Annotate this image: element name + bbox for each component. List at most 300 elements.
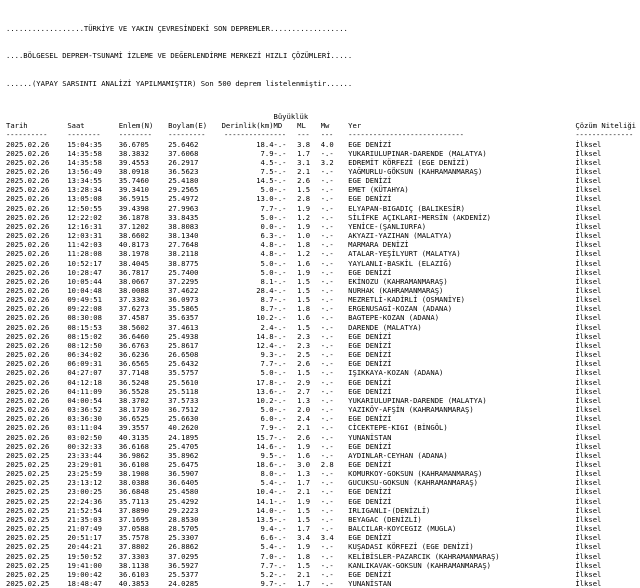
cell-latitude: 36.5248 (118, 377, 149, 387)
cell-location: EGE DENİZİ (348, 386, 392, 396)
cell-mw: -.- (320, 295, 334, 305)
table-header-row (6, 121, 636, 130)
cell-quality: İlksel (575, 459, 602, 469)
cell-md: -.- (273, 249, 287, 259)
cell-mw: -.- (320, 478, 334, 488)
cell-mw: -.- (320, 423, 334, 433)
cell-depth: 14.1 (256, 496, 274, 506)
cell-longitude: 36.0973 (168, 295, 199, 305)
cell-longitude: 25.5118 (168, 386, 199, 396)
cell-latitude: 38.0918 (118, 166, 149, 176)
cell-latitude: 36.1878 (118, 212, 149, 222)
cell-ml: 1.5 (297, 368, 311, 378)
cell-depth: 7.5 (260, 166, 274, 176)
cell-md: -.- (273, 395, 287, 405)
divider-ml: --- (297, 130, 310, 140)
table-row (6, 222, 636, 231)
cell-date: 2025.02.26 (6, 331, 50, 341)
cell-longitude: 28.8530 (168, 514, 199, 524)
cell-mw: -.- (320, 258, 334, 268)
cell-location: EGE DENİZİ (348, 414, 392, 424)
cell-depth: 8.1 (260, 276, 274, 286)
cell-ml: 1.8 (297, 304, 311, 314)
cell-md: -.- (273, 551, 287, 561)
cell-latitude: 35.7460 (118, 176, 149, 186)
cell-longitude: 38.8083 (168, 221, 199, 231)
cell-date: 2025.02.26 (6, 395, 50, 405)
cell-mw: -.- (320, 185, 334, 195)
cell-quality: İlksel (575, 524, 602, 534)
cell-depth: 9.5 (260, 450, 274, 460)
cell-time: 12:03:31 (67, 231, 102, 241)
cell-mw: -.- (320, 514, 334, 524)
cell-quality: İlksel (575, 203, 602, 213)
cell-time: 10:52:17 (67, 258, 102, 268)
cell-depth: 5.0 (260, 368, 274, 378)
cell-ml: 2.3 (297, 331, 311, 341)
cell-ml: 1.9 (297, 221, 311, 231)
cell-longitude: 36.5623 (168, 166, 199, 176)
cell-latitude: 35.7578 (118, 533, 149, 543)
cell-depth: 8.7 (260, 295, 274, 305)
cell-md: -.- (273, 139, 287, 149)
cell-ml: 1.8 (297, 551, 311, 561)
cell-md: -.- (273, 276, 287, 286)
cell-depth: 0.0 (260, 221, 274, 231)
column-header-depth: Derinlik(km) (221, 121, 274, 131)
cell-time: 23:00:25 (67, 487, 102, 497)
cell-latitude: 36.7817 (118, 267, 149, 277)
cell-mw: -.- (320, 579, 334, 588)
cell-longitude: 33.8435 (168, 212, 199, 222)
cell-latitude: 38.0388 (118, 478, 149, 488)
cell-time: 06:09:31 (67, 359, 102, 369)
column-header-mw: Mw (320, 121, 330, 131)
cell-latitude: 39.3557 (118, 423, 149, 433)
cell-ml: 2.1 (297, 166, 311, 176)
divider-longitude: --------- (168, 130, 206, 140)
cell-longitude: 37.5733 (168, 395, 199, 405)
cell-depth: 18.4 (256, 139, 274, 149)
cell-time: 18:48:47 (67, 579, 102, 588)
cell-quality: İlksel (575, 514, 602, 524)
cell-depth: 5.4 (260, 478, 274, 488)
cell-date: 2025.02.26 (6, 322, 50, 332)
cell-quality: İlksel (575, 194, 602, 204)
cell-ml: 1.5 (297, 322, 311, 332)
cell-longitude: 36.5907 (168, 469, 199, 479)
header-line-2: ....BÖLGESEL DEPREM-TSUNAMİ İZLEME VE DEĞERLENDİRME MERKEZİ HIZLI ÇÖZÜMLERİ..... (6, 51, 353, 61)
cell-date: 2025.02.26 (6, 414, 50, 424)
cell-date: 2025.02.26 (6, 194, 50, 204)
header-line-1: ..................TÜRKİYE VE YAKIN ÇEVRESİNDEKİ SON DEPREMLER.................. (6, 24, 348, 34)
cell-quality: İlksel (575, 377, 602, 387)
cell-time: 12:22:02 (67, 212, 102, 222)
cell-quality: İlksel (575, 295, 602, 305)
cell-longitude: 29.2565 (168, 185, 199, 195)
cell-depth: 8.0 (260, 469, 274, 479)
cell-md: -.- (273, 203, 287, 213)
cell-latitude: 38.1908 (118, 469, 149, 479)
cell-md: -.- (273, 514, 287, 524)
cell-time: 04:12:18 (67, 377, 102, 387)
cell-location: YAYLANLI-BASKİL (ELAZIĞ) (348, 258, 453, 268)
cell-md: -.- (273, 221, 287, 231)
cell-time: 22:24:36 (67, 496, 102, 506)
cell-depth: 15.7 (256, 432, 274, 442)
cell-md: -.- (273, 194, 287, 204)
cell-depth: 7.7 (260, 560, 274, 570)
cell-quality: İlksel (575, 551, 602, 561)
cell-latitude: 39.3410 (118, 185, 149, 195)
cell-date: 2025.02.26 (6, 148, 50, 158)
cell-quality: İlksel (575, 469, 602, 479)
cell-ml: 1.7 (297, 524, 311, 534)
cell-quality: İlksel (575, 496, 602, 506)
column-header-longitude: Boylam(E) (168, 121, 208, 131)
cell-date: 2025.02.26 (6, 139, 50, 149)
cell-md: -.- (273, 487, 287, 497)
cell-latitude: 36.5528 (118, 386, 149, 396)
cell-date: 2025.02.26 (6, 359, 50, 369)
cell-longitude: 24.1895 (168, 432, 199, 442)
cell-latitude: 38.0667 (118, 276, 149, 286)
cell-md: -.- (273, 267, 287, 277)
table-row (6, 350, 636, 359)
cell-mw: -.- (320, 386, 334, 396)
cell-time: 10:28:47 (67, 267, 102, 277)
divider-date: ---------- (6, 130, 48, 140)
table-row (6, 387, 636, 396)
divider-latitude: -------- (118, 130, 152, 140)
cell-location: EGE DENİZİ (348, 139, 392, 149)
cell-depth: 7.9 (260, 423, 274, 433)
cell-quality: İlksel (575, 231, 602, 241)
cell-ml: 1.3 (297, 395, 311, 405)
cell-time: 23:33:44 (67, 450, 102, 460)
cell-longitude: 25.6475 (168, 459, 199, 469)
cell-quality: İlksel (575, 359, 602, 369)
table-row (6, 561, 636, 570)
cell-location: AYDINLAR-CEYHAN (ADANA) (348, 450, 448, 460)
cell-longitude: 25.6462 (168, 139, 199, 149)
cell-ml: 1.8 (297, 240, 311, 250)
cell-time: 04:27:07 (67, 368, 102, 378)
magnitude-group-label: Büyüklük (273, 112, 309, 122)
cell-quality: İlksel (575, 313, 602, 323)
header-line-3: ......(YAPAY SARSINTI ANALİZİ YAPILMAMIŞTIR) Son 500 deprem listelenmiştir...... (6, 78, 353, 88)
cell-location: YUNANİSTAN (348, 579, 392, 588)
cell-depth: 7.7 (260, 203, 274, 213)
cell-location: EGE DENİZİ (348, 569, 392, 579)
cell-date: 2025.02.25 (6, 450, 50, 460)
cell-location: YUKARIULUPINAR-DARENDE (MALATYA) (348, 148, 487, 158)
cell-ml: 1.5 (297, 276, 311, 286)
cell-depth: 10.2 (256, 395, 274, 405)
cell-date: 2025.02.26 (6, 212, 50, 222)
cell-quality: İlksel (575, 405, 602, 415)
cell-longitude: 26.2917 (168, 157, 199, 167)
cell-time: 13:28:34 (67, 185, 102, 195)
cell-date: 2025.02.26 (6, 350, 50, 360)
column-header-md: MD (273, 121, 283, 131)
table-row (6, 268, 636, 277)
cell-latitude: 40.3135 (118, 432, 149, 442)
divider-mw: --- (320, 130, 334, 140)
cell-ml: 2.1 (297, 569, 311, 579)
cell-longitude: 37.2295 (168, 276, 199, 286)
cell-location: CİCEKTEPE-KIGI (BİNGÖL) (348, 423, 448, 433)
cell-depth: 5.0 (260, 267, 274, 277)
cell-date: 2025.02.26 (6, 423, 50, 433)
cell-md: -.- (273, 405, 287, 415)
cell-longitude: 24.0285 (168, 579, 199, 588)
cell-longitude: 36.7512 (168, 405, 199, 415)
table-row (6, 570, 636, 579)
cell-latitude: 38.5602 (118, 322, 149, 332)
table-row (6, 506, 636, 515)
cell-time: 08:15:02 (67, 331, 102, 341)
cell-latitude: 37.1202 (118, 221, 149, 231)
cell-md: -.- (273, 469, 287, 479)
cell-md: -.- (273, 295, 287, 305)
cell-time: 13:56:49 (67, 166, 102, 176)
cell-location: EGE DENİZİ (348, 487, 392, 497)
cell-mw: -.- (320, 505, 334, 515)
cell-depth: 7.9 (260, 148, 274, 158)
cell-time: 04:11:09 (67, 386, 102, 396)
cell-ml: 2.9 (297, 377, 311, 387)
cell-latitude: 37.8890 (118, 505, 149, 515)
cell-md: -.- (273, 441, 287, 451)
cell-quality: İlksel (575, 276, 602, 286)
table-row (6, 423, 636, 432)
cell-quality: İlksel (575, 533, 602, 543)
cell-longitude: 25.5377 (168, 569, 199, 579)
cell-md: -.- (273, 542, 287, 552)
cell-mw: -.- (320, 286, 334, 295)
cell-latitude: 36.6763 (118, 340, 149, 350)
cell-quality: İlksel (575, 322, 602, 332)
table-row (6, 414, 636, 423)
cell-quality: İlksel (575, 450, 602, 460)
cell-date: 2025.02.26 (6, 368, 50, 378)
table-row (6, 295, 636, 304)
cell-depth: 7.0 (260, 551, 274, 561)
cell-quality: İlksel (575, 185, 602, 195)
cell-date: 2025.02.26 (6, 203, 50, 213)
cell-time: 21:35:03 (67, 514, 102, 524)
cell-latitude: 36.6236 (118, 350, 149, 360)
cell-latitude: 38.0088 (118, 286, 149, 295)
cell-location: YUKARIULUPINAR-DARENDE (MALATYA) (348, 395, 487, 405)
cell-mw: -.- (320, 194, 334, 204)
table-row (6, 497, 636, 506)
cell-ml: 2.3 (297, 340, 311, 350)
cell-depth: 9.4 (260, 524, 274, 534)
cell-longitude: 25.4705 (168, 441, 199, 451)
cell-date: 2025.02.25 (6, 569, 50, 579)
cell-ml: 2.1 (297, 423, 311, 433)
cell-mw: -.- (320, 487, 334, 497)
cell-md: -.- (273, 368, 287, 378)
cell-depth: 14.6 (256, 441, 274, 451)
cell-date: 2025.02.25 (6, 542, 50, 552)
cell-date: 2025.02.25 (6, 524, 50, 534)
cell-md: -.- (273, 185, 287, 195)
table-row (6, 158, 636, 167)
cell-date: 2025.02.26 (6, 240, 50, 250)
cell-depth: 17.8 (256, 377, 274, 387)
cell-mw: -.- (320, 203, 334, 213)
cell-depth: 4.5 (260, 157, 274, 167)
cell-quality: İlksel (575, 331, 602, 341)
cell-time: 03:02:50 (67, 432, 102, 442)
cell-location: EGE DENİZİ (348, 267, 392, 277)
cell-md: -.- (273, 386, 287, 396)
cell-latitude: 36.6108 (118, 459, 149, 469)
page-header (6, 6, 636, 106)
cell-quality: İlksel (575, 386, 602, 396)
table-row (6, 552, 636, 561)
cell-quality: İlksel (575, 176, 602, 186)
table-row (6, 259, 636, 268)
cell-longitude: 25.6630 (168, 414, 199, 424)
earthquake-table (6, 112, 636, 588)
cell-time: 08:12:50 (67, 340, 102, 350)
cell-mw: -.- (320, 496, 334, 506)
cell-time: 06:34:02 (67, 350, 102, 360)
divider-md: --- (273, 130, 286, 140)
cell-depth: 10.4 (256, 487, 274, 497)
cell-ml: 2.7 (297, 386, 311, 396)
cell-location: KUŞADASI KÖRFEZİ (EGE DENİZİ) (348, 542, 474, 552)
cell-md: -.- (273, 350, 287, 360)
cell-md: -.- (273, 148, 287, 158)
cell-longitude: 36.5927 (168, 560, 199, 570)
cell-latitude: 38.1978 (118, 249, 149, 259)
cell-mw: -.- (320, 414, 334, 424)
cell-location: EGE DENİZİ (348, 459, 392, 469)
cell-quality: İlksel (575, 267, 602, 277)
table-row (6, 396, 636, 405)
cell-md: -.- (273, 377, 287, 387)
cell-date: 2025.02.25 (6, 514, 50, 524)
cell-depth: 9.3 (260, 350, 274, 360)
cell-quality: İlksel (575, 221, 602, 231)
cell-date: 2025.02.25 (6, 533, 50, 543)
cell-latitude: 38.4045 (118, 258, 149, 268)
cell-latitude: 36.6565 (118, 359, 149, 369)
cell-md: -.- (273, 340, 287, 350)
table-divider-row (6, 130, 636, 139)
cell-time: 19:00:42 (67, 569, 102, 579)
cell-latitude: 37.1695 (118, 514, 149, 524)
cell-md: -.- (273, 240, 287, 250)
cell-mw: -.- (320, 432, 334, 442)
cell-location: EGE DENİZİ (348, 441, 392, 451)
cell-md: -.- (273, 286, 287, 295)
cell-depth: 6.3 (260, 231, 274, 241)
cell-ml: 1.5 (297, 185, 311, 195)
cell-ml: 1.5 (297, 560, 311, 570)
cell-latitude: 40.8173 (118, 240, 149, 250)
cell-mw: -.- (320, 221, 334, 231)
cell-time: 03:36:52 (67, 405, 102, 415)
cell-date: 2025.02.26 (6, 441, 50, 451)
cell-longitude: 35.5757 (168, 368, 199, 378)
table-row (6, 185, 636, 194)
cell-location: EGE DENİZİ (348, 496, 392, 506)
cell-date: 2025.02.25 (6, 560, 50, 570)
cell-mw: -.- (320, 304, 334, 314)
cell-depth: 13.5 (256, 514, 274, 524)
cell-longitude: 25.4972 (168, 194, 199, 204)
cell-quality: İlksel (575, 258, 602, 268)
cell-time: 04:00:54 (67, 395, 102, 405)
cell-depth: 5.0 (260, 212, 274, 222)
table-row (6, 213, 636, 222)
cell-quality: İlksel (575, 414, 602, 424)
cell-longitude: 38.8775 (168, 258, 199, 268)
cell-md: -.- (273, 231, 287, 241)
cell-latitude: 37.3303 (118, 551, 149, 561)
cell-location: EGE DENİZİ (348, 533, 392, 543)
cell-md: -.- (273, 524, 287, 534)
cell-location: EDREMİT KÖRFEZİ (EGE DENİZİ) (348, 157, 470, 167)
table-row (6, 140, 636, 149)
cell-ml: 2.0 (297, 405, 311, 415)
cell-quality: İlksel (575, 286, 602, 295)
table-row (6, 167, 636, 176)
cell-ml: 3.1 (297, 157, 311, 167)
divider-quality: -------------- (575, 130, 634, 140)
cell-depth: 6.0 (260, 414, 274, 424)
cell-location: BALCILAR-KOYCEGIZ (MUGLA) (348, 524, 457, 534)
cell-location: EGE DENİZİ (348, 176, 392, 186)
cell-latitude: 39.4398 (118, 203, 149, 213)
cell-ml: 2.6 (297, 176, 311, 186)
cell-mw: -.- (320, 450, 334, 460)
cell-ml: 2.6 (297, 432, 311, 442)
cell-longitude: 25.4180 (168, 176, 199, 186)
cell-mw: -.- (320, 560, 334, 570)
cell-depth: 9.7 (260, 579, 274, 588)
cell-time: 15:04:35 (67, 139, 102, 149)
table-row (6, 487, 636, 496)
cell-latitude: 37.0588 (118, 524, 149, 534)
cell-depth: 14.8 (256, 331, 274, 341)
cell-mw: -.- (320, 331, 334, 341)
table-row (6, 579, 636, 588)
cell-time: 14:35:58 (67, 148, 102, 158)
cell-latitude: 38.6602 (118, 231, 149, 241)
cell-mw: 4.0 (320, 139, 334, 149)
divider-depth: ------------ (224, 130, 274, 140)
cell-longitude: 37.0295 (168, 551, 199, 561)
cell-md: -.- (273, 212, 287, 222)
cell-ml: 1.5 (297, 505, 311, 515)
cell-quality: İlksel (575, 304, 602, 314)
cell-longitude: 38.2118 (168, 249, 199, 259)
cell-mw: -.- (320, 176, 334, 186)
cell-mw: -.- (320, 350, 334, 360)
cell-time: 10:05:44 (67, 276, 102, 286)
cell-longitude: 35.6357 (168, 313, 199, 323)
cell-mw: -.- (320, 322, 334, 332)
cell-date: 2025.02.26 (6, 276, 50, 286)
cell-ml: 1.6 (297, 258, 311, 268)
